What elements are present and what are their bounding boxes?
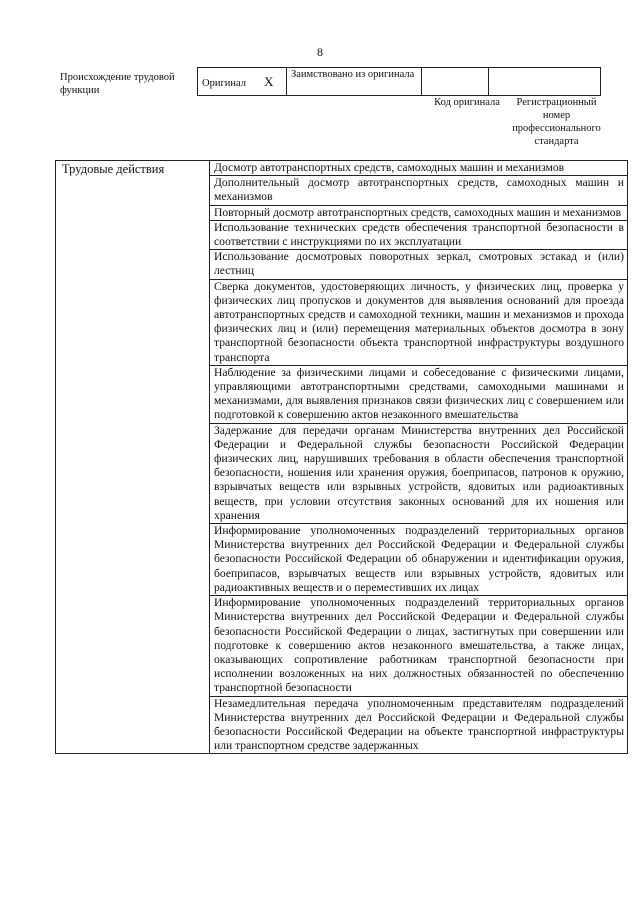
actions-table [55, 160, 628, 754]
action-item: Использование досмотровых поворотных зеркал, смотровых эстакад и (или) лестниц [210, 249, 627, 278]
origin-label: Происхождение трудовой функции [60, 72, 175, 96]
action-item: Задержание для передачи органам Министерства внутренних дел Российской Федерации и Федеральной службы безопасности Российской Федерации физических лиц, нарушивших требования в области обеспечения транспортной безопасности, ношения или хранения оружия, боеприпасов, патронов к оружию, взрывчатых веществ или взрывных устройств, ядовитых или радиоактивных веществ, при условии отсутствия законных оснований для их ношения или хранения [210, 423, 627, 523]
page-number: 8 [317, 45, 323, 59]
origin-table [197, 67, 601, 96]
reg-number-cell [489, 68, 601, 96]
action-item: Информирование уполномоченных подразделений территориальных органов Министерства внутренних дел Российской Федерации и Федеральной службы безопасности Российской Федерации о лицах, застигнутых при совершении или подготовке к совершению актов незаконного вмешательства, а также лицах, оказывающих сопротивление работникам транспортной безопасности при исполнении возложенных на них должностных обязанностей по обеспечению транспортной безопасности [210, 595, 627, 695]
code-caption: Код оригинала [434, 97, 500, 108]
action-item: Сверка документов, удостоверяющих личность, у физических лиц, проверка у физических лиц пропусков и документов для выявления оснований для проезда автотранспортных средств и самоходной техники, машин и механизмов и прохода физических лиц и (или) перемещения материальных объектов досмотра в зону транспортной безопасности объекта транспортной инфраструктуры воздушного транспорта [210, 279, 627, 365]
action-item: Наблюдение за физическими лицами и собеседование с физическими лицами, управляющими автотранспортными средствами, самоходными машинами и механизмами, для выявления признаков связи физических лиц с совершением или подготовкой к совершению актов незаконного вмешательства [210, 365, 627, 423]
action-item: Использование технических средств обеспечения транспортной безопасности в соответствии с инструкциями по их эксплуатации [210, 220, 627, 249]
reg-number-caption: Регистрационный номер профессионального стандарта [512, 97, 601, 147]
action-item: Досмотр автотранспортных средств, самоходных машин и механизмов [214, 161, 565, 174]
action-item: Повторный досмотр автотранспортных средств, самоходных машин и механизмов [210, 205, 627, 220]
original-mark: X [264, 73, 274, 89]
action-item: Незамедлительная передача уполномоченным представителям подразделений Министерства внутренних дел Российской Федерации и Федеральной службы безопасности Российской Федерации на объекте транспортной инфраструктуры или транспортном средстве задержанных [210, 696, 627, 754]
original-cell [198, 68, 287, 96]
action-item: Информирование уполномоченных подразделений территориальных органов Министерства внутренних дел Российской Федерации и Федеральной службы безопасности Российской Федерации об обнаружении и идентификации оружия, боеприпасов, взрывчатых веществ или взрывных устройств, ядовитых или радиоактивных веществ и о переместивших их лицах [210, 523, 627, 595]
original-label: Оригинал [202, 77, 246, 89]
borrowed-cell: Заимствовано из оригинала [287, 68, 422, 96]
actions-list [210, 161, 628, 754]
code-cell [422, 68, 489, 96]
action-item: Дополнительный досмотр автотранспортных средств, самоходных машин и механизмов [210, 175, 627, 204]
actions-label: Трудовые действия [56, 161, 210, 754]
